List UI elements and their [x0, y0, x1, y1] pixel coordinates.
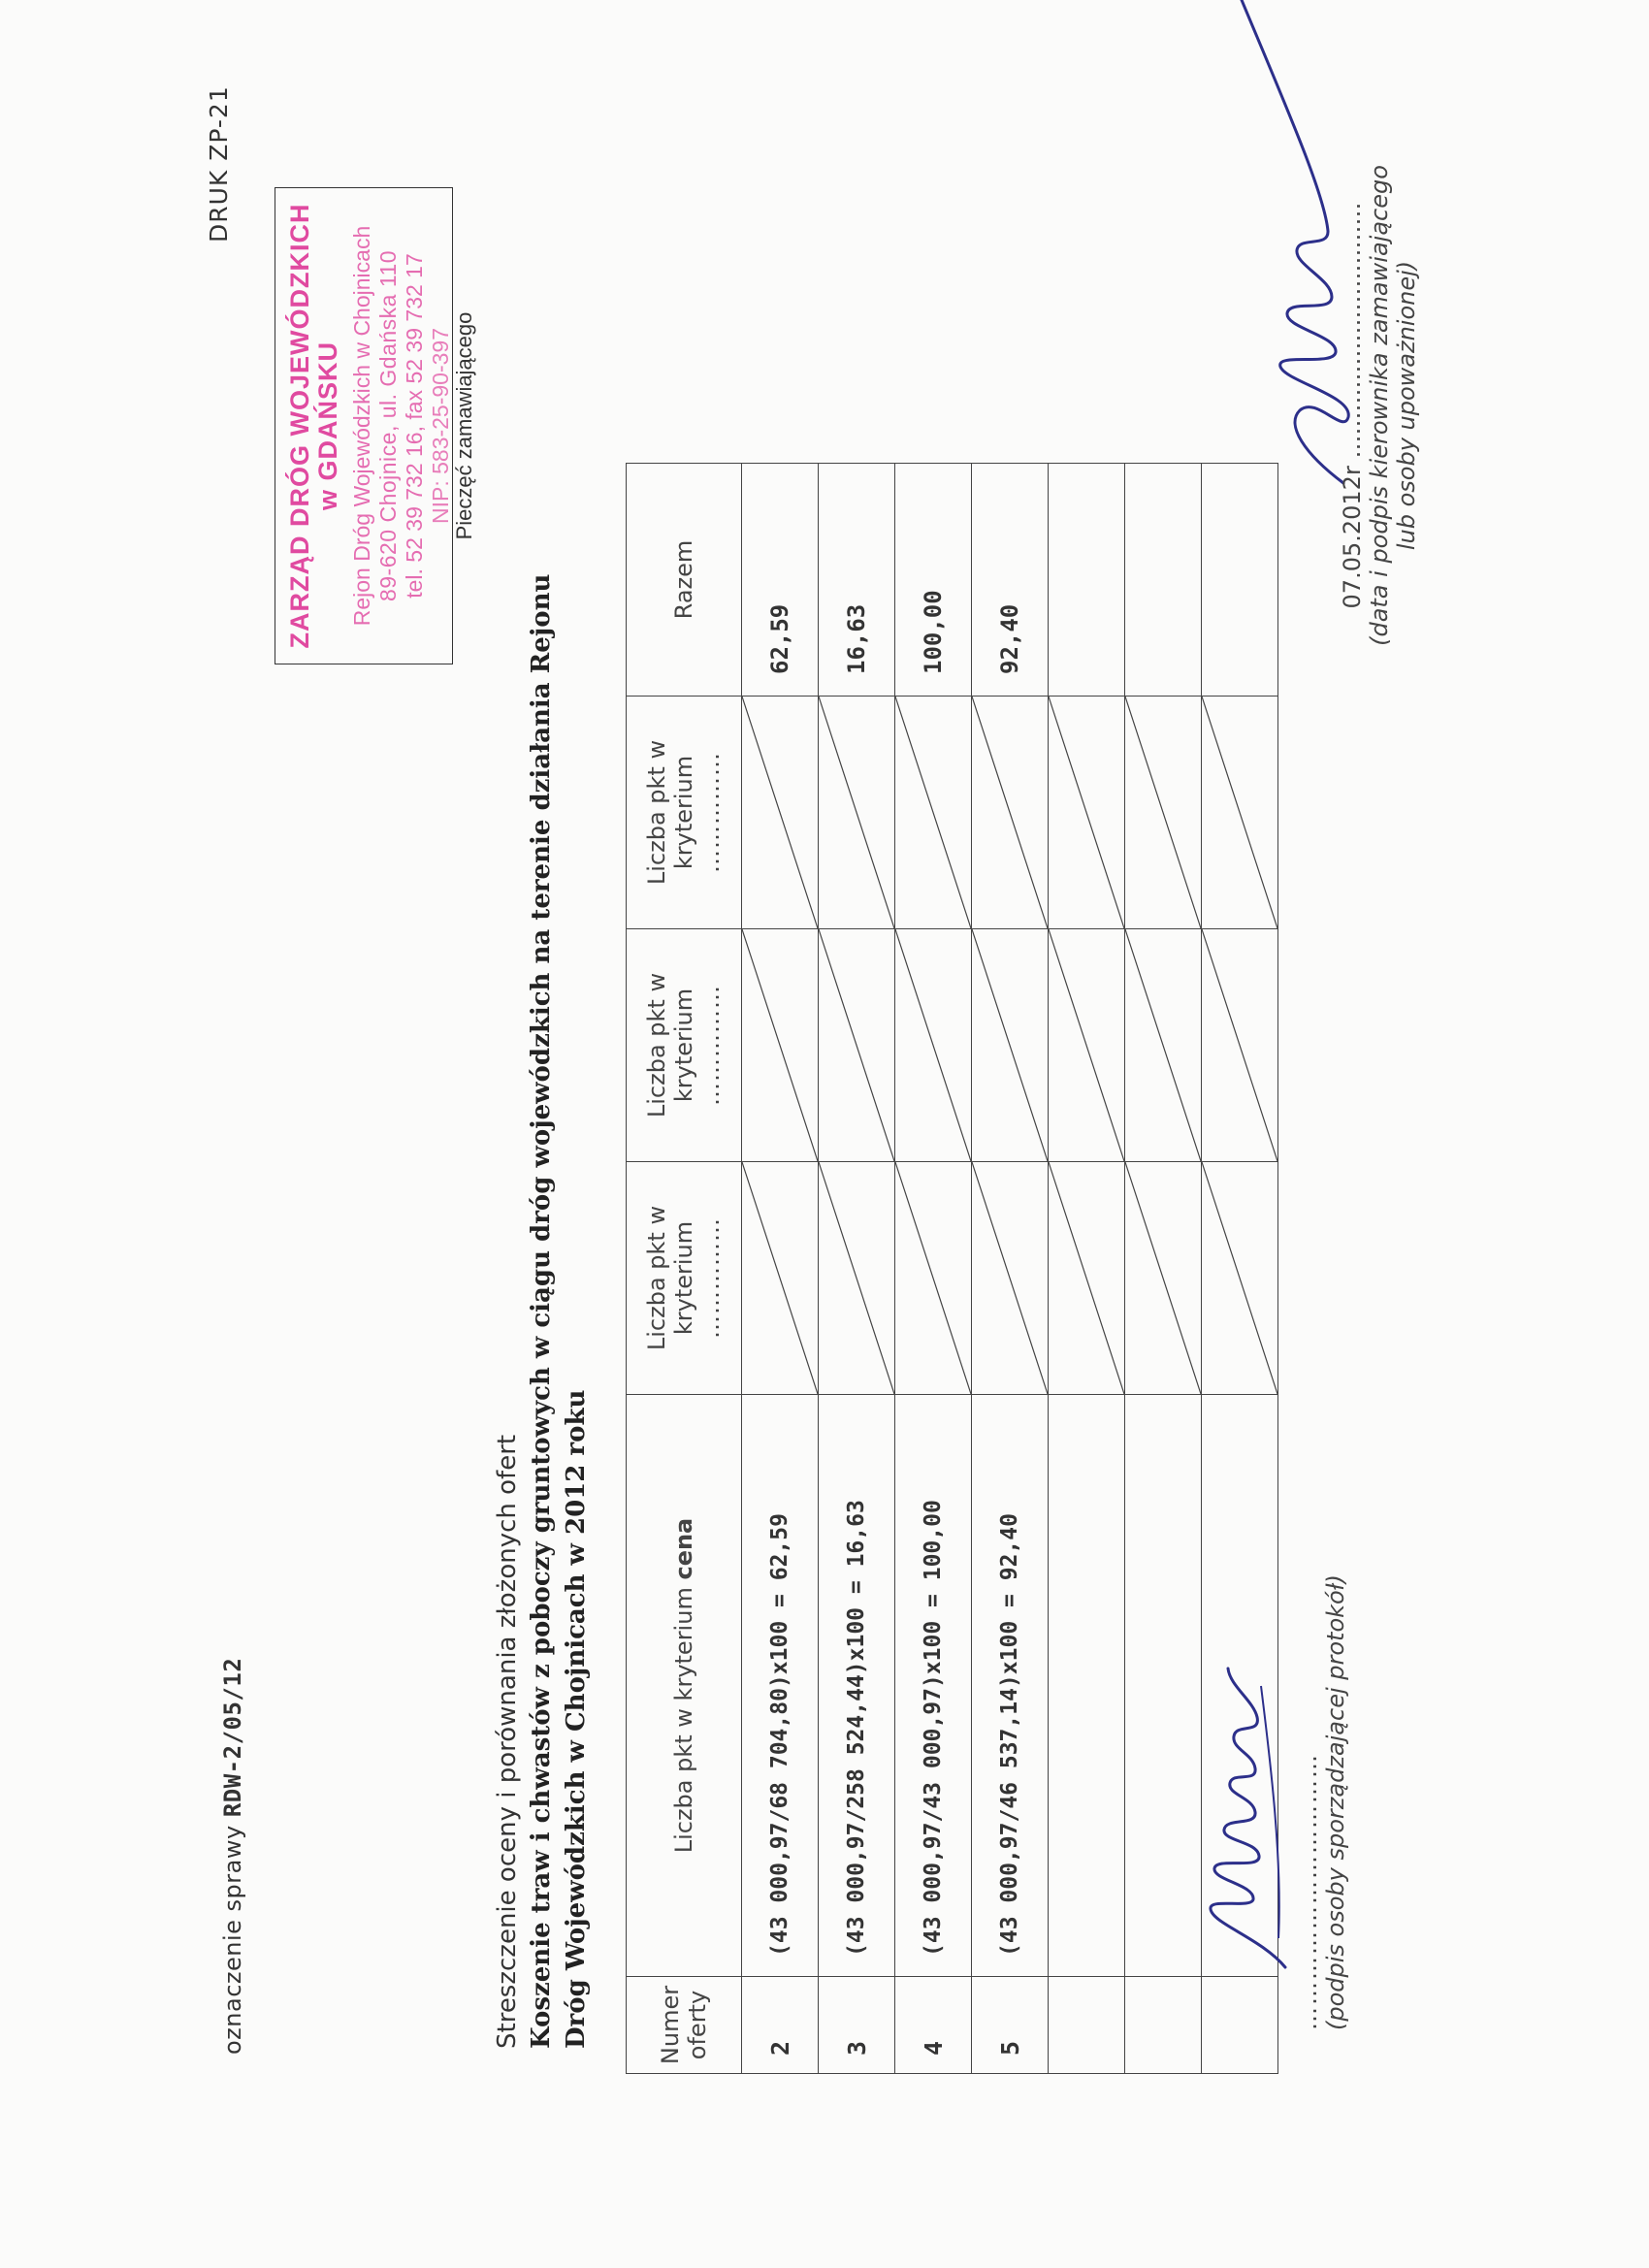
diagonal-strike — [1202, 1162, 1277, 1394]
offer-number: 2 — [742, 1977, 819, 2074]
diagonal-strike — [819, 1162, 894, 1394]
total-points: 92,40 — [972, 464, 1049, 697]
header-criterion-1 — [627, 1162, 742, 1395]
stamp-line-5: tel. 52 39 732 16, fax 52 39 732 17 — [402, 253, 427, 599]
stamp-line-4: 89-620 Chojnice, ul. Gdańska 110 — [375, 249, 401, 602]
price-calculation: (43 000,97/68 704,80)x100 = 62,59 — [742, 1395, 819, 1977]
header-criterion-2 — [627, 929, 742, 1162]
crossed-cell — [819, 929, 895, 1162]
header-price-keyword: cena — [670, 1517, 697, 1580]
offers-table — [626, 463, 1278, 2074]
table-row — [742, 464, 819, 2074]
organization-stamp — [275, 187, 476, 664]
crossed-cell — [1125, 929, 1202, 1162]
price-calculation: (43 000,97/258 524,44)x100 = 16,63 — [819, 1395, 895, 1977]
crossed-cell — [895, 929, 972, 1162]
diagonal-strike — [742, 697, 818, 928]
total-points: 100,00 — [895, 464, 972, 697]
diagonal-strike — [972, 697, 1048, 928]
manager-date-line — [1339, 85, 1366, 726]
diagonal-strike — [1202, 697, 1277, 928]
price-calculation: (43 000,97/43 000,97)x100 = 100,00 — [895, 1395, 972, 1977]
diagonal-strike — [742, 1162, 818, 1394]
header-offer-number: Numer oferty — [627, 1977, 742, 2074]
document-title: Koszenie traw i chwastów z poboczy gruntowych w ciągu dróg wojewódzkich na terenie działania Rejonu Dróg Wojewódzkich w Chojnicach w 2012 roku — [527, 573, 591, 2049]
diagonal-strike — [972, 1162, 1048, 1394]
price-calculation — [1049, 1395, 1125, 1977]
header-price-criterion — [627, 1395, 742, 1977]
preparer-dots: …………………………… — [1295, 1753, 1322, 2030]
manager-signature-block — [1339, 85, 1420, 726]
criterion-2-dots: …………… — [697, 985, 725, 1106]
criterion-3-line1: Liczba pkt w — [643, 739, 670, 886]
diagonal-strike — [895, 1162, 971, 1394]
crossed-cell — [819, 697, 895, 929]
offer-number — [1202, 1977, 1278, 2074]
stamp-line-6: NIP: 583-25-90-397 — [428, 328, 453, 525]
diagonal-strike — [1049, 697, 1124, 928]
criterion-1-line1: Liczba pkt w — [643, 1205, 670, 1351]
crossed-cell — [742, 1162, 819, 1395]
stamp-line-3: Rejon Dróg Wojewódzkich w Chojnicach — [349, 225, 374, 627]
crossed-cell — [1125, 697, 1202, 929]
stamp-line-1: ZARZĄD DRÓG WOJEWÓDZKICH — [285, 203, 314, 649]
offer-number — [1049, 1977, 1125, 2074]
price-calculation: (43 000,97/46 537,14)x100 = 92,40 — [972, 1395, 1049, 1977]
table-row — [895, 464, 972, 2074]
crossed-cell — [1125, 1162, 1202, 1395]
form-code: DRUK ZP-21 — [205, 85, 233, 243]
case-number: RDW-2/05/12 — [219, 1657, 246, 1818]
crossed-cell — [972, 697, 1049, 929]
crossed-cell — [972, 929, 1049, 1162]
diagonal-strike — [1125, 697, 1201, 928]
table-row — [972, 464, 1049, 2074]
total-points — [1125, 464, 1202, 697]
offer-number: 5 — [972, 1977, 1049, 2074]
total-points: 62,59 — [742, 464, 819, 697]
table-row — [1125, 464, 1202, 2074]
document-subtitle: Streszczenie oceny i porównania złożonych ofert — [493, 1434, 522, 2049]
diagonal-strike — [742, 929, 818, 1161]
case-label: oznaczenie sprawy — [219, 1825, 246, 2055]
criterion-1-dots: …………… — [697, 1217, 725, 1339]
price-calculation — [1125, 1395, 1202, 1977]
table-header-row — [627, 464, 742, 2074]
diagonal-strike — [1202, 929, 1277, 1161]
diagonal-strike — [1125, 929, 1201, 1161]
table-row — [819, 464, 895, 2074]
criterion-3-dots: …………… — [697, 752, 725, 873]
diagonal-strike — [972, 929, 1048, 1161]
preparer-signature — [1193, 1657, 1310, 1977]
header-total: Razem — [627, 464, 742, 697]
manager-dots: …………………………… — [1339, 202, 1366, 459]
case-reference — [219, 1658, 246, 2055]
diagonal-strike — [1049, 929, 1124, 1161]
crossed-cell — [1049, 697, 1125, 929]
header-price-prefix: Liczba pkt w kryterium — [670, 1587, 697, 1854]
crossed-cell — [819, 1162, 895, 1395]
offer-number: 3 — [819, 1977, 895, 2074]
diagonal-strike — [1125, 1162, 1201, 1394]
diagonal-strike — [895, 929, 971, 1161]
signature-date: 07.05.2012r — [1339, 466, 1366, 609]
criterion-3-line2: kryterium — [670, 755, 697, 870]
manager-caption-1: (data i podpis kierownika zamawiającego — [1366, 165, 1393, 646]
diagonal-strike — [895, 697, 971, 928]
stamp-caption: Pieczęć zamawiającego — [452, 311, 476, 540]
crossed-cell — [895, 1162, 972, 1395]
crossed-cell — [972, 1162, 1049, 1395]
total-points — [1049, 464, 1125, 697]
manager-caption-2: lub osoby upoważnionej) — [1393, 260, 1420, 551]
criterion-2-line1: Liczba pkt w — [643, 972, 670, 1118]
crossed-cell — [1202, 1162, 1278, 1395]
offer-number — [1125, 1977, 1202, 2074]
preparer-caption: (podpis osoby sporządzającej protokół) — [1322, 1574, 1349, 2030]
crossed-cell — [1202, 697, 1278, 929]
diagonal-strike — [1049, 1162, 1124, 1394]
criterion-1-line2: kryterium — [670, 1220, 697, 1336]
criterion-2-line2: kryterium — [670, 988, 697, 1103]
crossed-cell — [742, 697, 819, 929]
header-criterion-3 — [627, 697, 742, 929]
diagonal-strike — [819, 929, 894, 1161]
table-row — [1049, 464, 1125, 2074]
crossed-cell — [1049, 929, 1125, 1162]
crossed-cell — [1202, 929, 1278, 1162]
offer-number: 4 — [895, 1977, 972, 2074]
preparer-signature-block — [1295, 1574, 1349, 2030]
crossed-cell — [1049, 1162, 1125, 1395]
crossed-cell — [895, 697, 972, 929]
diagonal-strike — [819, 697, 894, 928]
crossed-cell — [742, 929, 819, 1162]
total-points: 16,63 — [819, 464, 895, 697]
stamp-line-2: w GDAŃSKU — [313, 341, 342, 511]
